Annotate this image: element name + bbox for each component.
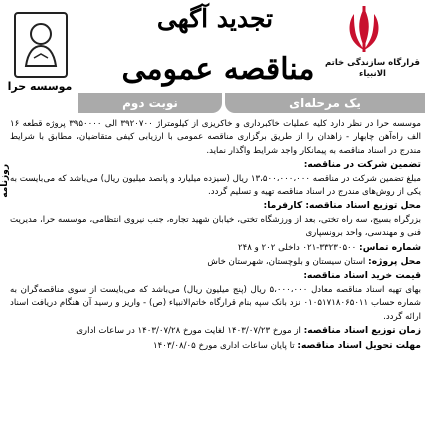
distribution-time-section bbox=[10, 324, 421, 338]
project-location-section bbox=[10, 255, 421, 269]
project-location-heading: محل پروژه: bbox=[368, 256, 421, 268]
round-badge: نوبت دوم bbox=[78, 93, 222, 113]
guarantee-text: مبلغ تضمین شرکت در مناقصه ۱۳،۵۰۰،۰۰۰،۰۰۰ ریال (سیزده میلیارد و پانصد میلیون ریال) می‌باشد که می‌بایست به یکی از روش‌های مندرج در اسناد مناقصه تهیه و تسلیم گردد. bbox=[10, 173, 421, 198]
page-title: تجدید آگهی bbox=[156, 4, 274, 33]
deadline-section bbox=[10, 339, 421, 353]
phone-heading: شماره تماس: bbox=[359, 241, 421, 253]
deadline-text: تا پایان ساعات اداری مورخ ۱۴۰۳/۰۸/۰۵ bbox=[153, 340, 295, 351]
side-tag: روزنامه bbox=[0, 164, 10, 198]
company-name: موسسه حرا bbox=[7, 80, 73, 93]
distribution-time-text: از مورخ ۱۴۰۳/۰۷/۲۳ لغایت مورخ ۱۴۰۳/۰۷/۲۸ در ساعات اداری bbox=[76, 326, 301, 337]
company-logo bbox=[14, 12, 68, 78]
distribution-heading: محل توزیع اسناد مناقصه: کارفرما: bbox=[263, 200, 421, 212]
price-text: بهای تهیه اسناد مناقصه معادل ۵،۰۰۰،۰۰۰ ریال (پنج میلیون ریال) می‌باشد که می‌بایست از سوی مناقصه‌گران به شماره حساب ۰۱۰۵۱۷۱۸۰۶۵۰۱۱ نزد بانک سپه بنام قرارگاه خاتم‌الانبیاء (ص) - واریز و رسید آن هنگام دریافت اسناد ارائه گردد. bbox=[10, 284, 421, 322]
distribution-text: بزرگراه بسیج، سه راه تختی، بعد از ورزشگاه تختی، خیابان شهید تجاره، جنب نیروی انتظامی، موسسه حرا، مدیریت فنی و مهندسی، واحد برونسپاری bbox=[10, 214, 421, 239]
emblem-icon bbox=[340, 4, 388, 56]
price-section bbox=[10, 269, 421, 324]
page-subtitle: مناقصه عمومی bbox=[121, 52, 315, 87]
guarantee-heading: تضمین شرکت در مناقصه: bbox=[303, 159, 421, 171]
intro-text: موسسه حرا در نظر دارد کلیه عملیات خاکبرداری و خاکریزی از کیلومتراژ ۳۹۲۰۷۰۰ الی ۳۹۵۰۰۰۰ پروژه قطعه ۱۶ الف راه‌آهن چابهار - زاهدان را از طریق برگزاری مناقصه عمومی با ارزیابی کیفی متقاضیان، مطابق با شرایط مندرج در اسناد مناقصه به پیمانکار واجد شرایط واگذار نماید. bbox=[10, 119, 421, 156]
project-location-text: استان سیستان و بلوچستان، شهرستان خاش bbox=[207, 257, 366, 268]
intro-paragraph bbox=[10, 118, 421, 158]
distribution-time-heading: زمان توزیع اسناد مناقصه: bbox=[303, 325, 421, 337]
notice-body bbox=[10, 118, 421, 353]
deadline-heading: مهلت تحویل اسناد مناقصه: bbox=[297, 339, 421, 351]
stage-badge: یک مرحله‌ای bbox=[225, 93, 425, 113]
phone-section bbox=[10, 241, 421, 255]
price-heading: قیمت خرید اسناد مناقصه: bbox=[303, 270, 421, 282]
organization-name: قرارگاه سازندگی خاتم الانبیاء bbox=[325, 58, 420, 79]
institute-logo-icon bbox=[16, 14, 66, 76]
guarantee-section bbox=[10, 158, 421, 199]
distribution-section bbox=[10, 199, 421, 240]
phone-text: ۳۳۲۳۰۵۰۰-۰۲۱ داخلی ۲۰۲ و ۲۴۸ bbox=[238, 242, 357, 253]
